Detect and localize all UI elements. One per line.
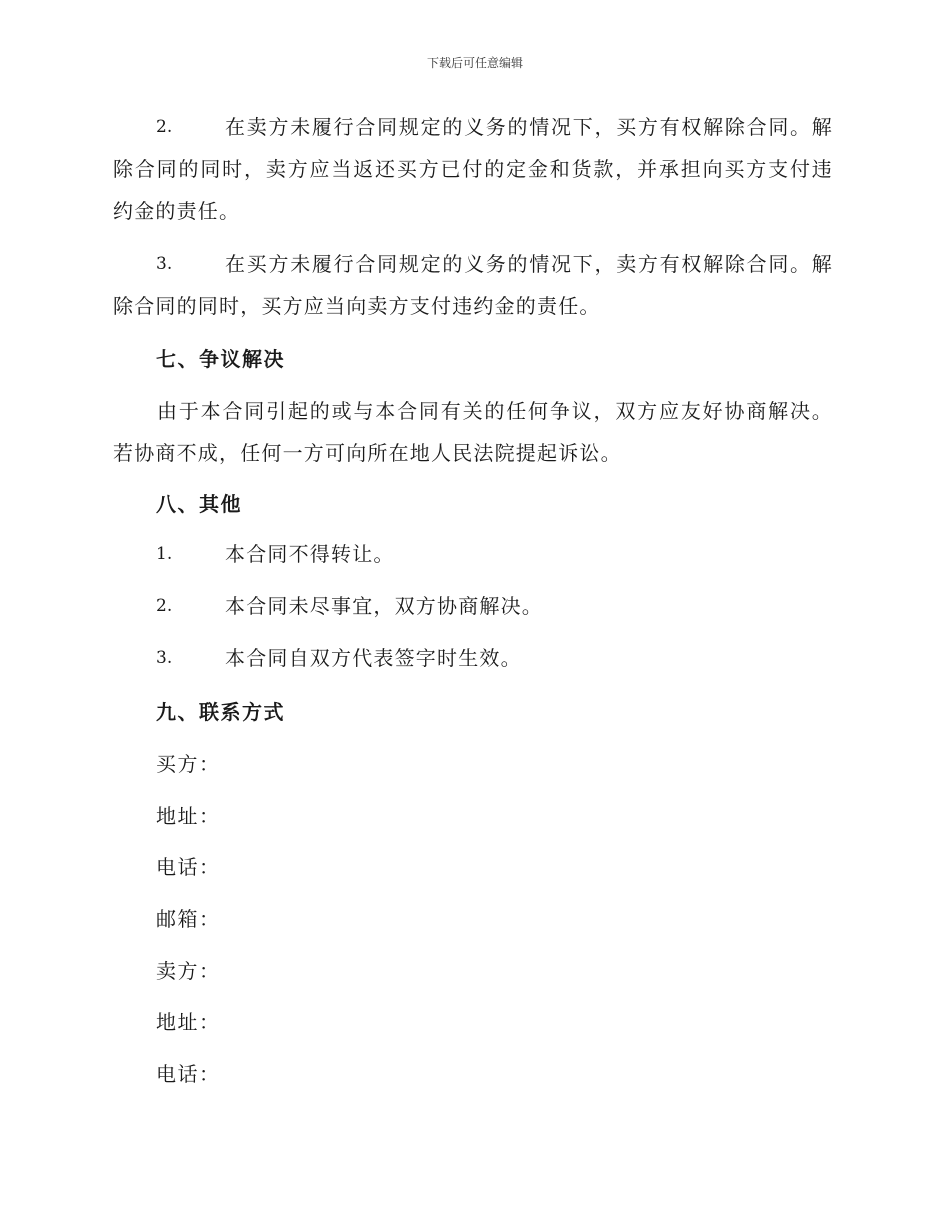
clause-2-number: 2. (156, 117, 173, 137)
list-item-text: 本合同未尽事宜，双方协商解决。 (225, 594, 543, 618)
buyer-email-label: 邮箱： (156, 907, 221, 931)
list-item-text: 本合同自双方代表签字时生效。 (225, 646, 522, 670)
buyer-label: 买方： (156, 752, 221, 776)
clause-2 (113, 106, 833, 232)
list-item-number: 2. (156, 596, 173, 616)
page-header: 下载后可任意编辑 (426, 56, 523, 70)
seller-phone-label: 电话： (156, 1062, 221, 1086)
clause-3-number: 3. (156, 254, 173, 274)
clause-3 (113, 243, 833, 327)
section-7-title: 七、争议解决 (156, 347, 285, 371)
section-8-title: 八、其他 (156, 492, 242, 516)
clause-2-text: 在卖方未履行合同规定的义务的情况下，买方有权解除合同。解除合同的同时，卖方应当返还买方已付的定金和货款，并承担向买方支付违约金的责任。 (113, 115, 833, 223)
clause-3-text: 在买方未履行合同规定的义务的情况下，卖方有权解除合同。解除合同的同时，买方应当向卖方支付违约金的责任。 (113, 252, 833, 318)
section-7-body: 由于本合同引起的或与本合同有关的任何争议，双方应友好协商解决。若协商不成，任何一方可向所在地人民法院提起诉讼。 (113, 399, 833, 465)
list-item-text: 本合同不得转让。 (225, 542, 395, 566)
buyer-phone-label: 电话： (156, 855, 221, 879)
seller-label: 卖方： (156, 959, 221, 983)
section-9-title: 九、联系方式 (156, 700, 285, 724)
list-item-number: 1. (156, 544, 173, 564)
buyer-address-label: 地址： (156, 804, 221, 828)
list-item-number: 3. (156, 648, 173, 668)
seller-address-label: 地址： (156, 1010, 221, 1034)
